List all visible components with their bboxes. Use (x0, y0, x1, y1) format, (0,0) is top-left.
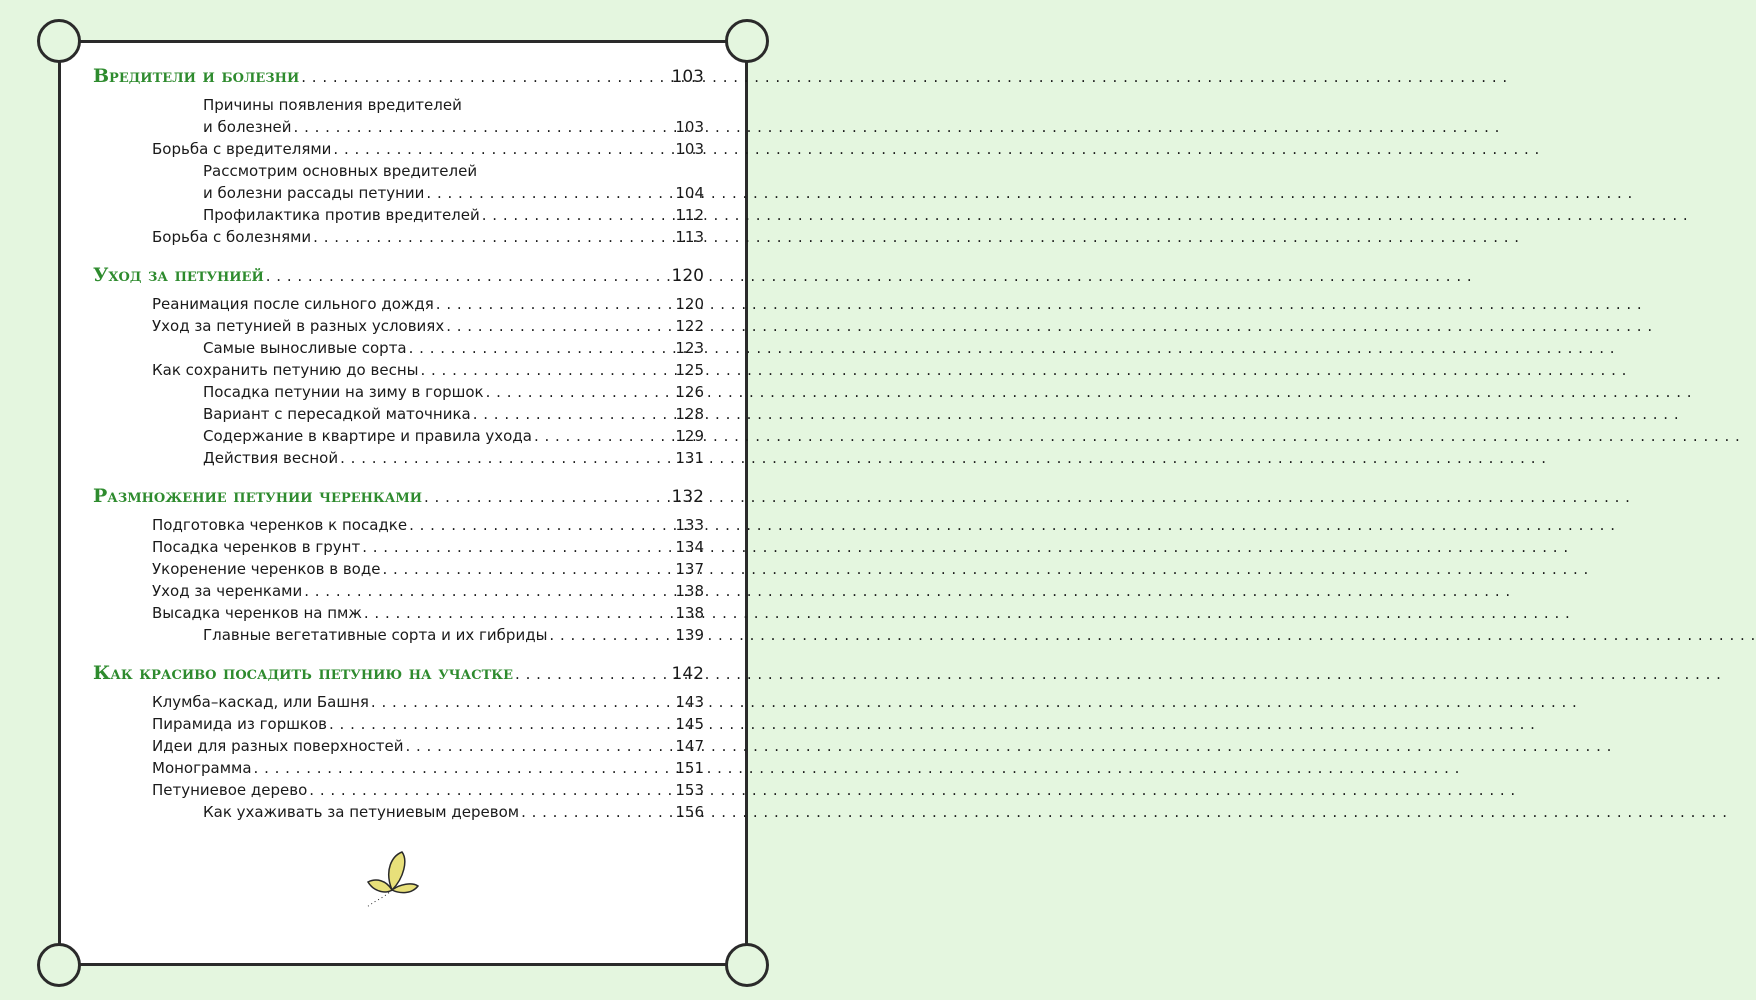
entry-title: Действия весной (203, 449, 339, 467)
page-number: 113 (675, 228, 704, 246)
page-number: 120 (671, 266, 704, 286)
frame-corner-notch (725, 19, 769, 63)
toc-entry[interactable] (93, 536, 704, 558)
leader-dots (364, 602, 673, 624)
leader-dots (301, 64, 669, 90)
toc-section (93, 660, 704, 823)
page-number: 129 (675, 427, 704, 445)
leader-dots (482, 204, 674, 226)
section-heading[interactable] (93, 262, 704, 289)
butterfly-icon (362, 850, 422, 914)
entry-title: Размножение петунии черенками (93, 485, 423, 507)
leader-dots (333, 138, 673, 160)
page-number: 103 (671, 67, 704, 87)
page-number: 122 (675, 317, 704, 335)
toc-entry[interactable] (93, 359, 704, 381)
leader-dots (313, 226, 673, 248)
toc-entry[interactable] (93, 226, 704, 248)
page-number: 126 (675, 383, 704, 401)
frame-corner-notch (37, 19, 81, 63)
leader-dots (304, 580, 673, 602)
entry-title: Подготовка черенков к посадке (152, 516, 408, 534)
leader-dots (486, 381, 674, 403)
leader-dots (266, 263, 670, 289)
leader-dots (405, 735, 673, 757)
toc-entry[interactable] (93, 801, 704, 823)
entry-title: и болезни рассады петунии (203, 184, 425, 202)
toc-entry[interactable] (93, 779, 704, 801)
toc-entry[interactable] (93, 315, 704, 337)
entry-title: Высадка черенков на пмж (152, 604, 362, 622)
page-number: 133 (675, 516, 704, 534)
page-number: 132 (671, 487, 704, 507)
page-number: 151 (675, 759, 704, 777)
entry-title: Главные вегетативные сорта и их гибриды (203, 626, 548, 644)
page-number: 112 (675, 206, 704, 224)
page-number: 139 (675, 626, 704, 644)
toc-entry[interactable] (93, 182, 704, 204)
leader-dots (340, 447, 673, 469)
leader-dots (436, 293, 674, 315)
page-number: 143 (675, 693, 704, 711)
page-number: 103 (675, 118, 704, 136)
entry-title: Вариант с пересадкой маточника (203, 405, 471, 423)
page-number: 131 (675, 449, 704, 467)
leader-dots (515, 661, 670, 687)
toc-entry[interactable] (93, 403, 704, 425)
entry-title: Уход за петунией в разных условиях (152, 317, 445, 335)
entry-title: Укоренение черенков в воде (152, 560, 381, 578)
frame-corner-notch (37, 943, 81, 987)
leader-dots (409, 337, 674, 359)
page-number: 104 (675, 184, 704, 202)
toc-entry[interactable] (93, 138, 704, 160)
entry-title: Как сохранить петунию до весны (152, 361, 419, 379)
entry-title: и болезней (203, 118, 292, 136)
toc-entry[interactable] (93, 735, 704, 757)
leader-dots (424, 484, 670, 510)
toc-section (93, 63, 704, 248)
leader-dots (254, 757, 674, 779)
entry-title: Как красиво посадить петунию на участке (93, 662, 514, 684)
page-number: 138 (675, 582, 704, 600)
toc-entry[interactable] (93, 293, 704, 315)
entry-title: Борьба с вредителями (152, 140, 332, 158)
section-heading[interactable] (93, 660, 704, 687)
toc-entry-first-line: Причины появления вредителей (203, 96, 462, 114)
page-number: 142 (671, 664, 704, 684)
page-number: 137 (675, 560, 704, 578)
toc-entry[interactable] (93, 691, 704, 713)
table-of-contents (93, 63, 704, 837)
toc-entry[interactable] (93, 116, 704, 138)
toc-entry[interactable] (93, 381, 704, 403)
entry-title: Борьба с болезнями (152, 228, 312, 246)
leader-dots (426, 182, 673, 204)
toc-section (93, 262, 704, 469)
leader-dots (521, 801, 673, 823)
entry-title: Клумба–каскад, или Башня (152, 693, 369, 711)
entry-title: Петуниевое дерево (152, 781, 308, 799)
leader-dots (382, 558, 673, 580)
toc-entry[interactable] (93, 447, 704, 469)
leader-dots (473, 403, 674, 425)
toc-entry[interactable] (93, 580, 704, 602)
entry-title: Посадка черенков в грунт (152, 538, 361, 556)
toc-entry[interactable] (93, 624, 704, 646)
leader-dots (309, 779, 673, 801)
page-number: 134 (675, 538, 704, 556)
leader-dots (409, 514, 673, 536)
leader-dots (534, 425, 673, 447)
leader-dots (362, 536, 673, 558)
page-number: 128 (675, 405, 704, 423)
page-number: 138 (675, 604, 704, 622)
toc-entry[interactable] (93, 558, 704, 580)
page-number: 156 (675, 803, 704, 821)
entry-title: Посадка петунии на зиму в горшок (203, 383, 484, 401)
entry-title: Самые выносливые сорта (203, 339, 407, 357)
entry-title: Как ухаживать за петуниевым деревом (203, 803, 520, 821)
leader-dots (446, 315, 673, 337)
toc-entry[interactable] (93, 757, 704, 779)
toc-entry[interactable] (93, 602, 704, 624)
section-heading[interactable] (93, 63, 704, 90)
page-number: 153 (675, 781, 704, 799)
entry-title: Профилактика против вредителей (203, 206, 480, 224)
frame-corner-notch (725, 943, 769, 987)
entry-title: Содержание в квартире и правила ухода (203, 427, 532, 445)
toc-section (93, 483, 704, 646)
page-number: 123 (675, 339, 704, 357)
page-number: 120 (675, 295, 704, 313)
page-number: 125 (675, 361, 704, 379)
toc-entry-first-line: Рассмотрим основных вредителей (203, 162, 478, 180)
toc-entry[interactable] (93, 204, 704, 226)
entry-title: Идеи для разных поверхностей (152, 737, 404, 755)
page-number: 147 (675, 737, 704, 755)
entry-title: Монограмма (152, 759, 252, 777)
leader-dots (420, 359, 673, 381)
leader-dots (549, 624, 673, 646)
entry-title: Пирамида из горшков (152, 715, 328, 733)
entry-title: Уход за петунией (93, 264, 264, 286)
section-heading[interactable] (93, 483, 704, 510)
toc-entry[interactable] (93, 713, 704, 735)
leader-dots (371, 691, 673, 713)
page-number: 103 (675, 140, 704, 158)
entry-title: Уход за черенками (152, 582, 303, 600)
toc-entry[interactable] (93, 514, 704, 536)
leader-dots (329, 713, 673, 735)
toc-entry[interactable] (93, 337, 704, 359)
page-number: 145 (675, 715, 704, 733)
toc-entry[interactable] (93, 425, 704, 447)
entry-title: Вредители и болезни (93, 65, 300, 87)
entry-title: Реанимация после сильного дождя (152, 295, 434, 313)
leader-dots (294, 116, 674, 138)
